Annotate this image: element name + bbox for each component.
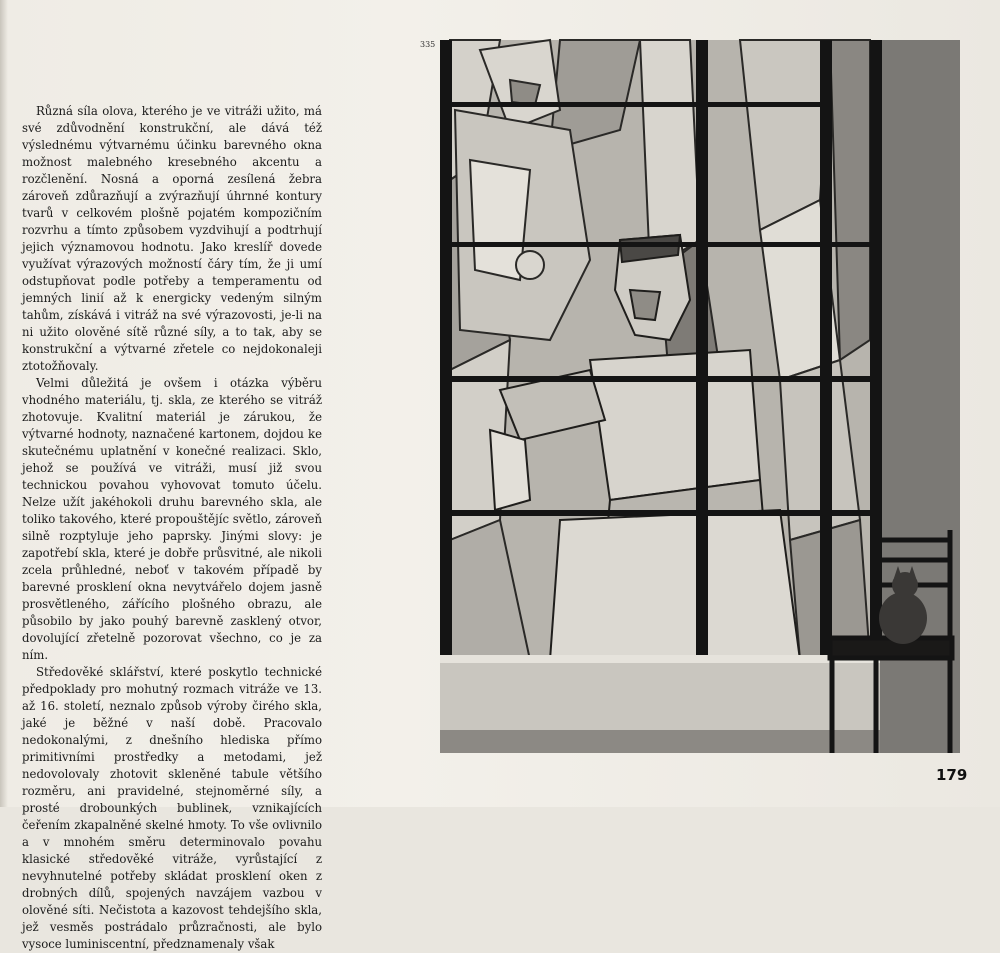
- body-text-column: [22, 103, 322, 953]
- sill-shadow: [440, 730, 880, 753]
- page-number: 179: [936, 766, 968, 784]
- plate-folio-number: 335: [420, 40, 436, 49]
- paragraph-1: Různá síla olova, kterého je ve vitráži užito, má své zdůvodnění konstrukční, ale dává též výslednému výtvarnému účinku barevného okna možnost malebného kresebného akcentu a rozčlenění. Nosná a oporná zesílená žebra zároveň zdůrazňují a zvýrazňují úhrnné kontury tvarů v celkovém plošně pojatém kompozičním rozvrhu a tímto způsobem vyzdvihují a podtrhují jejich významovou hodnotu. Jako kreslíř dovede využívat výrazových možností čáry tím, že ji umí odstupňovat podle potřeby a temperamentu od jemných linií až k energicky vedeným silným tahům, získává i vitráž na své výrazovosti, je-li na ni užito olověné sítě různé síly, a to tak, aby se konstrukční a výtvarné zřetele co nejdokonaleji ztotožňovaly.: [22, 104, 322, 373]
- page-gutter-shadow: [0, 0, 8, 807]
- paragraph-2: Velmi důležitá je ovšem i otázka výběru vhodného materiálu, tj. skla, ze kterého se vitráž zhotovuje. Kvalitní materiál je zárukou, že výtvarné hodnoty, naznačené kartonem, dojdou ke skutečnému uplatnění v konečné realizaci. Sklo, jehož se používá ve vitráži, musí již svou technickou povahou vyhovovat tomuto účelu. Nelze užít jakéhokoli druhu barevného skla, ale toliko takového, které propouštějíc světlo, zároveň silně rozptyluje jeho paprsky. Jinými slovy: je zapotřebí skla, které je dobře průsvitné, ale nikoli zcela průhledné, neboť v takovém případě by barevné prosklení okna nevytvářelo dojem jasně prosvětleného, zářícího plošného obrazu, ale působilo by jako pouhý barevně zasklený otvor, dovolující zřetelně pozorovat všechno, co je za ním.: [22, 376, 322, 662]
- sill-highlight: [440, 655, 880, 663]
- stained-glass-photo: [440, 40, 960, 753]
- paragraph-3: Středověké sklářství, které poskytlo technické předpoklady pro mohutný rozmach vitráže ve 13. až 16. století, neznalo způsob výroby čirého skla, jaké je běžné v naší době. Pracovalo nedokonalými, z dnešního hlediska přímo primitivními prostředky a metodami, jež nedovolovaly zhotovit skleněné tabule většího rozměru, ani pravidelné, stejnoměrné síly, a prosté drobounkých bublinek, vznikajících čeřením zkapalněné skelné hmoty. To vše ovlivnilo a v mnohém směru determinovalo povahu klasické středověké vitráže, vyrůstající z nevyhnutelné potřeby skládat prosklení oken z drobných dílů, spojených navzájem vazbou v olověné síti. Nečistota a kazovost tehdejšího skla, jež vesměs postrádalo průzračnosti, ale bylo vysoce luminiscentní, předznamenaly však: [22, 665, 322, 951]
